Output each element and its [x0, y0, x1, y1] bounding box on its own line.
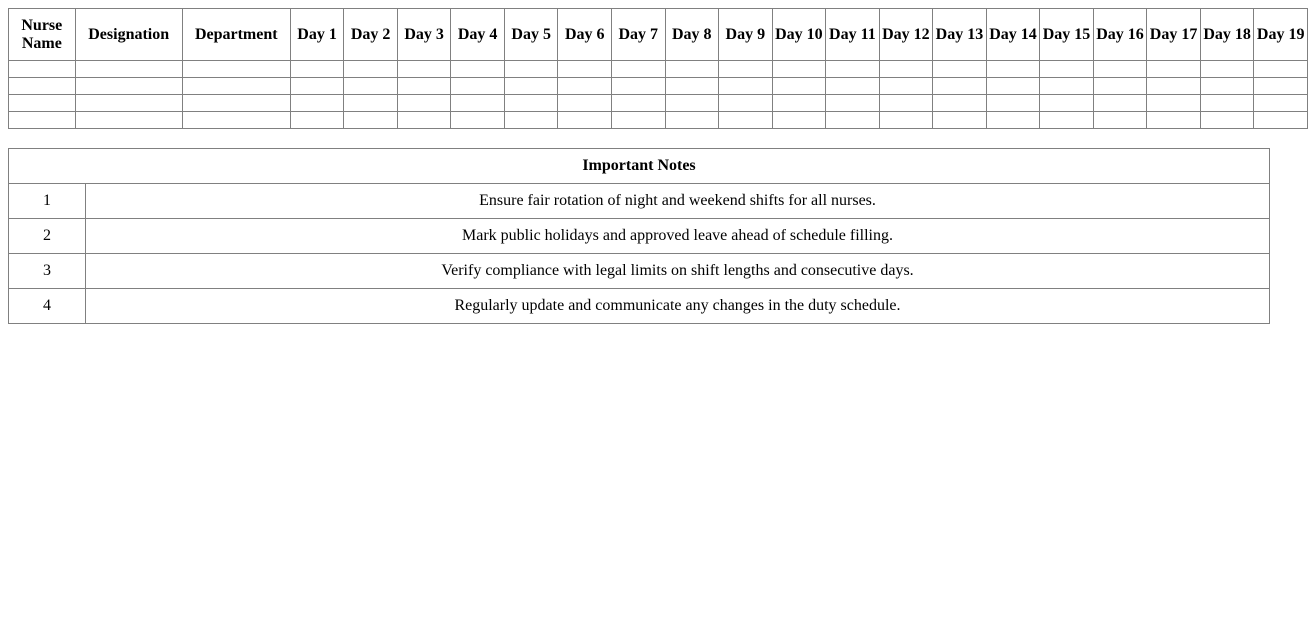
header-day-2: Day 2	[344, 9, 398, 61]
header-day-1: Day 1	[290, 9, 344, 61]
header-designation: Designation	[75, 9, 182, 61]
schedule-cell[interactable]	[1040, 61, 1094, 78]
schedule-cell[interactable]	[826, 95, 880, 112]
schedule-cell[interactable]	[719, 95, 773, 112]
schedule-row	[9, 112, 1308, 129]
schedule-cell[interactable]	[397, 78, 451, 95]
important-notes-table	[8, 148, 1270, 324]
schedule-cell[interactable]	[290, 61, 344, 78]
duty-schedule-container	[8, 8, 1305, 129]
schedule-cell[interactable]	[397, 61, 451, 78]
schedule-cell[interactable]	[1254, 112, 1308, 129]
schedule-cell[interactable]	[986, 95, 1040, 112]
schedule-cell[interactable]	[665, 112, 719, 129]
schedule-cell[interactable]	[344, 61, 398, 78]
schedule-cell[interactable]	[397, 95, 451, 112]
header-day-3: Day 3	[397, 9, 451, 61]
schedule-cell[interactable]	[182, 61, 290, 78]
schedule-cell[interactable]	[611, 112, 665, 129]
schedule-cell[interactable]	[75, 112, 182, 129]
header-day-13: Day 13	[933, 9, 987, 61]
schedule-cell[interactable]	[1147, 95, 1201, 112]
note-text: Ensure fair rotation of night and weekend shifts for all nurses.	[86, 184, 1270, 219]
schedule-body	[9, 61, 1308, 129]
schedule-cell[interactable]	[1147, 61, 1201, 78]
schedule-cell[interactable]	[719, 112, 773, 129]
schedule-cell[interactable]	[772, 78, 826, 95]
schedule-header-row	[9, 9, 1308, 61]
header-day-17: Day 17	[1147, 9, 1201, 61]
note-row	[9, 254, 1270, 289]
note-text: Verify compliance with legal limits on shift lengths and consecutive days.	[86, 254, 1270, 289]
schedule-cell[interactable]	[9, 78, 76, 95]
schedule-row	[9, 61, 1308, 78]
schedule-cell[interactable]	[290, 95, 344, 112]
header-day-14: Day 14	[986, 9, 1040, 61]
schedule-cell[interactable]	[558, 61, 612, 78]
header-day-16: Day 16	[1093, 9, 1147, 61]
schedule-cell[interactable]	[75, 61, 182, 78]
schedule-cell[interactable]	[772, 95, 826, 112]
schedule-cell[interactable]	[1254, 61, 1308, 78]
schedule-cell[interactable]	[344, 95, 398, 112]
schedule-cell[interactable]	[1254, 95, 1308, 112]
note-text: Regularly update and communicate any changes in the duty schedule.	[86, 289, 1270, 324]
header-day-9: Day 9	[719, 9, 773, 61]
header-day-5: Day 5	[504, 9, 558, 61]
note-row	[9, 289, 1270, 324]
header-department: Department	[182, 9, 290, 61]
schedule-cell[interactable]	[182, 95, 290, 112]
schedule-cell[interactable]	[611, 61, 665, 78]
schedule-cell[interactable]	[933, 112, 987, 129]
note-text: Mark public holidays and approved leave ahead of schedule filling.	[86, 219, 1270, 254]
schedule-cell[interactable]	[665, 78, 719, 95]
schedule-cell[interactable]	[504, 61, 558, 78]
schedule-cell[interactable]	[344, 78, 398, 95]
schedule-cell[interactable]	[75, 78, 182, 95]
schedule-cell[interactable]	[1147, 112, 1201, 129]
schedule-cell[interactable]	[290, 112, 344, 129]
schedule-cell[interactable]	[719, 61, 773, 78]
schedule-cell[interactable]	[665, 95, 719, 112]
header-day-10: Day 10	[772, 9, 826, 61]
header-day-15: Day 15	[1040, 9, 1094, 61]
schedule-cell[interactable]	[826, 78, 880, 95]
schedule-cell[interactable]	[826, 61, 880, 78]
schedule-cell[interactable]	[504, 78, 558, 95]
schedule-cell[interactable]	[182, 78, 290, 95]
schedule-cell[interactable]	[986, 112, 1040, 129]
schedule-row	[9, 78, 1308, 95]
schedule-cell[interactable]	[397, 112, 451, 129]
schedule-cell[interactable]	[558, 112, 612, 129]
schedule-cell[interactable]	[558, 78, 612, 95]
schedule-cell[interactable]	[933, 61, 987, 78]
note-number: 1	[9, 184, 86, 219]
schedule-cell[interactable]	[986, 61, 1040, 78]
schedule-cell[interactable]	[451, 78, 505, 95]
header-day-11: Day 11	[826, 9, 880, 61]
notes-title: Important Notes	[9, 149, 1270, 184]
schedule-cell[interactable]	[611, 78, 665, 95]
schedule-cell[interactable]	[772, 61, 826, 78]
schedule-cell[interactable]	[451, 95, 505, 112]
schedule-cell[interactable]	[1040, 95, 1094, 112]
schedule-cell[interactable]	[1040, 78, 1094, 95]
schedule-cell[interactable]	[1200, 95, 1254, 112]
schedule-cell[interactable]	[344, 112, 398, 129]
schedule-cell[interactable]	[1200, 112, 1254, 129]
schedule-cell[interactable]	[504, 112, 558, 129]
schedule-cell[interactable]	[1040, 112, 1094, 129]
header-day-7: Day 7	[611, 9, 665, 61]
header-day-18: Day 18	[1200, 9, 1254, 61]
schedule-cell[interactable]	[1147, 78, 1201, 95]
header-nurse-name: Nurse Name	[9, 9, 76, 61]
schedule-cell[interactable]	[290, 78, 344, 95]
schedule-cell[interactable]	[1093, 61, 1147, 78]
schedule-cell[interactable]	[504, 95, 558, 112]
schedule-cell[interactable]	[719, 78, 773, 95]
header-day-8: Day 8	[665, 9, 719, 61]
schedule-cell[interactable]	[558, 95, 612, 112]
note-row	[9, 219, 1270, 254]
schedule-cell[interactable]	[451, 61, 505, 78]
header-day-6: Day 6	[558, 9, 612, 61]
schedule-cell[interactable]	[9, 95, 76, 112]
schedule-cell[interactable]	[1254, 78, 1308, 95]
schedule-cell[interactable]	[879, 78, 933, 95]
note-row	[9, 184, 1270, 219]
schedule-cell[interactable]	[1093, 112, 1147, 129]
note-number: 2	[9, 219, 86, 254]
schedule-cell[interactable]	[75, 95, 182, 112]
schedule-cell[interactable]	[182, 112, 290, 129]
header-day-19: Day 19	[1254, 9, 1308, 61]
schedule-cell[interactable]	[879, 61, 933, 78]
schedule-cell[interactable]	[879, 95, 933, 112]
schedule-cell[interactable]	[986, 78, 1040, 95]
schedule-cell[interactable]	[1093, 95, 1147, 112]
schedule-cell[interactable]	[611, 95, 665, 112]
schedule-cell[interactable]	[1200, 78, 1254, 95]
schedule-cell[interactable]	[1093, 78, 1147, 95]
schedule-cell[interactable]	[772, 112, 826, 129]
duty-schedule-table	[8, 8, 1308, 129]
schedule-cell[interactable]	[879, 112, 933, 129]
schedule-cell[interactable]	[826, 112, 880, 129]
schedule-cell[interactable]	[665, 61, 719, 78]
schedule-cell[interactable]	[933, 78, 987, 95]
schedule-row	[9, 95, 1308, 112]
schedule-cell[interactable]	[1200, 61, 1254, 78]
schedule-cell[interactable]	[933, 95, 987, 112]
schedule-cell[interactable]	[9, 61, 76, 78]
schedule-cell[interactable]	[9, 112, 76, 129]
schedule-cell[interactable]	[451, 112, 505, 129]
notes-title-row	[9, 149, 1270, 184]
header-day-4: Day 4	[451, 9, 505, 61]
header-day-12: Day 12	[879, 9, 933, 61]
note-number: 3	[9, 254, 86, 289]
note-number: 4	[9, 289, 86, 324]
